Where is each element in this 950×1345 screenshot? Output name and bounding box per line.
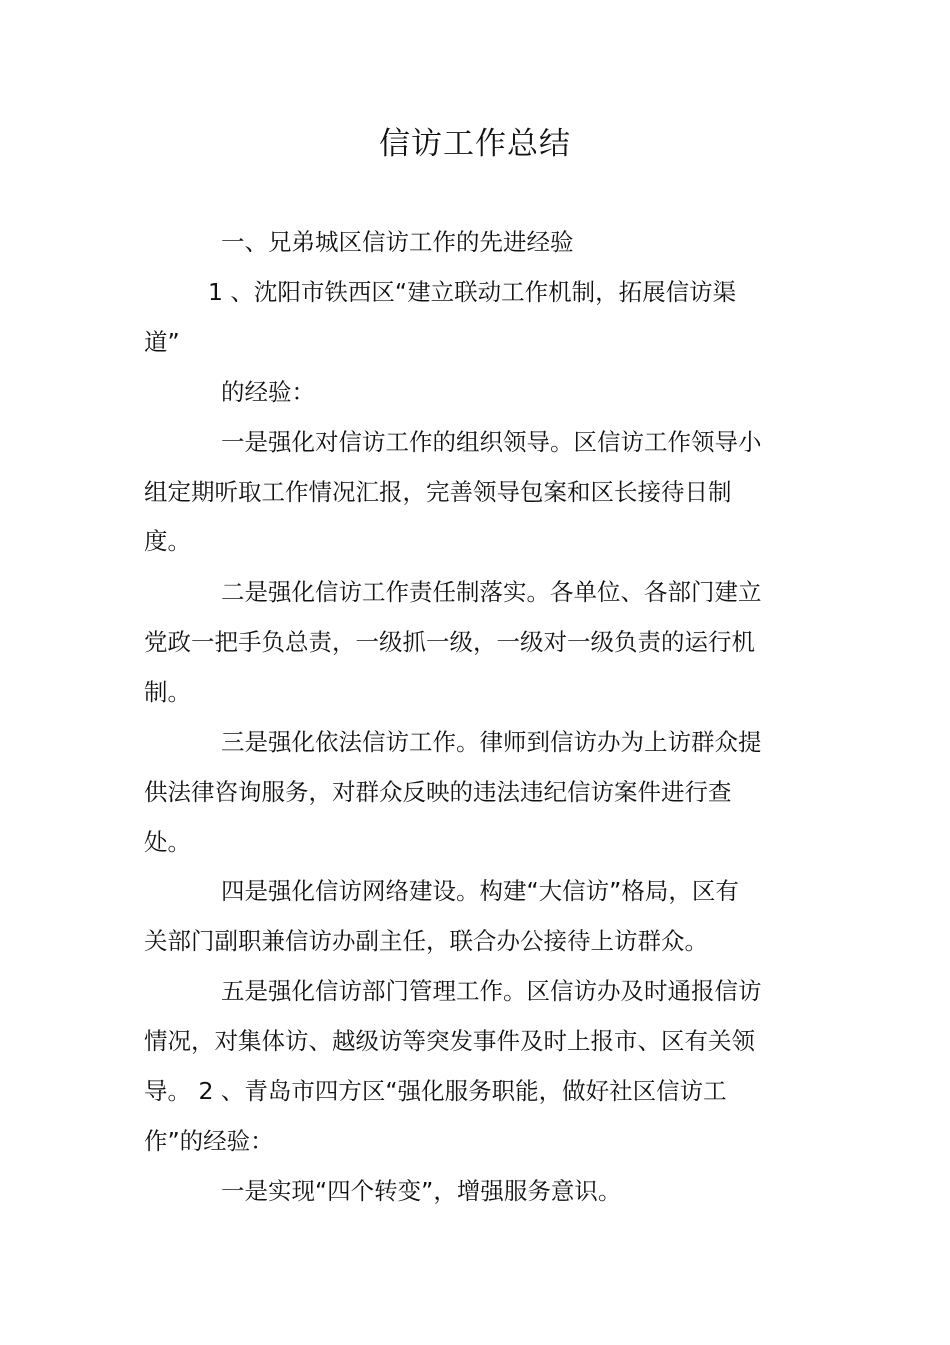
text-line: 作”的经验： bbox=[144, 1127, 274, 1155]
text-line: 关部门副职兼信访办副主任，联合办公接待上访群众。 bbox=[144, 927, 708, 955]
text-line: 党政一把手负总责，一级抓一级，一级对一级负责的运行机 bbox=[144, 628, 755, 656]
text-line: 的经验： bbox=[221, 378, 315, 406]
text-line: 制。 bbox=[144, 678, 191, 706]
text-line: 组定期听取工作情况汇报，完善领导包案和区长接待日制 bbox=[144, 478, 732, 506]
text-line: 四是强化信访网络建设。构建“大信访”格局，区有 bbox=[221, 877, 739, 905]
text-line: 三是强化依法信访工作。律师到信访办为上访群众提 bbox=[221, 728, 762, 756]
section-heading: 一、兄弟城区信访工作的先进经验 bbox=[221, 228, 574, 256]
text-line: 处。 bbox=[144, 828, 191, 856]
document-title: 信访工作总结 bbox=[379, 126, 571, 162]
text-line: 供法律咨询服务，对群众反映的违法违纪信访案件进行查 bbox=[144, 778, 732, 806]
text-line: 道” bbox=[144, 328, 180, 356]
text-line: 一是实现“四个转变”，增强服务意识。 bbox=[221, 1177, 622, 1205]
text-line: 1 、沈阳市铁西区“建立联动工作机制，拓展信访渠 bbox=[208, 278, 737, 306]
text-line: 一是强化对信访工作的组织领导。区信访工作领导小 bbox=[221, 428, 762, 456]
text-line: 情况，对集体访、越级访等突发事件及时上报市、区有关领 bbox=[144, 1027, 755, 1055]
text-line: 二是强化信访工作责任制落实。各单位、各部门建立 bbox=[221, 578, 762, 606]
text-line: 导。 2 、青岛市四方区“强化服务职能，做好社区信访工 bbox=[144, 1077, 727, 1105]
text-line: 度。 bbox=[144, 527, 191, 555]
text-line: 五是强化信访部门管理工作。区信访办及时通报信访 bbox=[221, 977, 762, 1005]
